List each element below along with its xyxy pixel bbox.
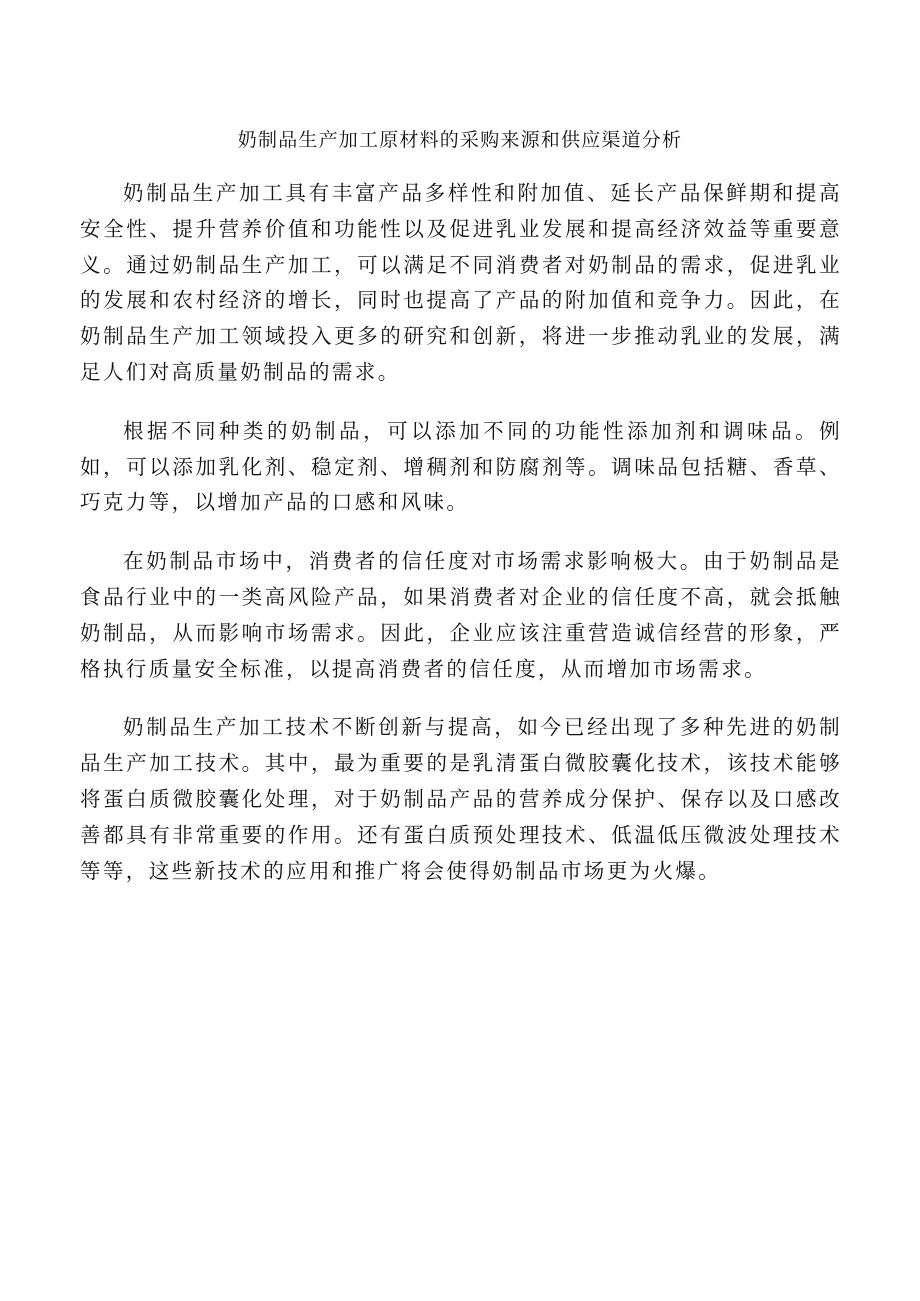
document-body [80,176,842,889]
paragraph-2: 根据不同种类的奶制品，可以添加不同的功能性添加剂和调味品。例如，可以添加乳化剂、稳定剂、增稠剂和防腐剂等。调味品包括糖、香草、巧克力等，以增加产品的口感和风味。 [80,418,842,515]
paragraph-1: 奶制品生产加工具有丰富产品多样性和附加值、延长产品保鲜期和提高安全性、提升营养价值和功能性以及促进乳业发展和提高经济效益等重要意义。通过奶制品生产加工，可以满足不同消费者对奶制品的需求，促进乳业的发展和农村经济的增长，同时也提高了产品的附加值和竞争力。因此，在奶制品生产加工领域投入更多的研究和创新，将进一步推动乳业的发展，满足人们对高质量奶制品的需求。 [80,181,842,384]
document-title: 奶制品生产加工原材料的采购来源和供应渠道分析 [237,129,683,151]
paragraph-3: 在奶制品市场中，消费者的信任度对市场需求影响极大。由于奶制品是食品行业中的一类高风险产品，如果消费者对企业的信任度不高，就会抵触奶制品，从而影响市场需求。因此，企业应该注重营造诚信经营的形象，严格执行质量安全标准，以提高消费者的信任度，从而增加市场需求。 [80,549,842,681]
paragraph-4: 奶制品生产加工技术不断创新与提高，如今已经出现了多种先进的奶制品生产加工技术。其中，最为重要的是乳清蛋白微胶囊化技术，该技术能够将蛋白质微胶囊化处理，对于奶制品产品的营养成分保护、保存以及口感改善都具有非常重要的作用。还有蛋白质预处理技术、低温低压微波处理技术等等，这些新技术的应用和推广将会使得奶制品市场更为火爆。 [80,715,842,883]
